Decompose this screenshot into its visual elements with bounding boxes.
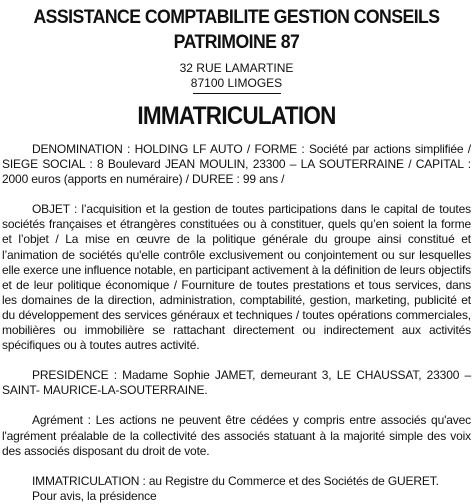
firm-name-suffix: PATRIMOINE 87 — [173, 32, 300, 53]
firm-address — [2, 61, 471, 91]
paragraph-objet: OBJET : l’acquisition et la gestion de toutes participations dans le capital de toutes sociétés françaises et étrangères constituées ou à constituer, quels qu’en soient la forme et l’objet / La mise en œuvre de la politique générale du groupe ainsi constitué et l’animation de sociétés qu'elle contrôle exclusivement ou conjointement ou sur lesquelles elle exerce une influence notable, en participant activement à la définition de leurs objectifs et de leur politique économique / Fourniture de toutes prestations et tous services, dans les domaines de la direction, administration, comptabilité, gestion, marketing, publicité et du développement des services généraux et techniques / toutes opérations commerciales, mobilières ou immobilière se rattachant directement ou indirectement aux activités spécifiques ou à toutes autres activité. — [2, 202, 471, 353]
section-title: IMMATRICULATION — [137, 102, 336, 130]
paragraph-immatriculation: IMMATRICULATION : au Registre du Commerce et des Sociétés de GUERET. — [32, 473, 439, 488]
paragraph-denomination: DENOMINATION : HOLDING LF AUTO / FORME : Société par actions simplifiée / SIEGE SOCIAL : 8 Boulevard JEAN MOULIN, 23300 – LA SOUTERRAINE / CAPITAL : 2000 euros (apports en numéraire) / DUREE : 99 ans / — [2, 142, 471, 187]
paragraph-agrement: Agrément : Les actions ne peuvent être cédées y compris entre associés qu'avec l'agrément préalable de la collectivité des associés statuant à la majorité simple des voix des associés disposant du droit de vote. — [2, 413, 471, 458]
paragraph-presidence: PRESIDENCE : Madame Sophie JAMET, demeurant 3, LE CHAUSSAT, 23300 – SAINT- MAURICE-LA-SOUTERRAINE. — [2, 368, 471, 398]
firm-name: ASSISTANCE COMPTABILITE GESTION CONSEILS — [33, 7, 440, 28]
header-divider — [193, 93, 281, 94]
address-city: 87100 LIMOGES — [190, 76, 283, 90]
closing-signature: Pour avis, la présidence — [32, 488, 157, 503]
address-street: 32 RUE LAMARTINE — [179, 61, 294, 75]
notice-body — [2, 142, 471, 504]
